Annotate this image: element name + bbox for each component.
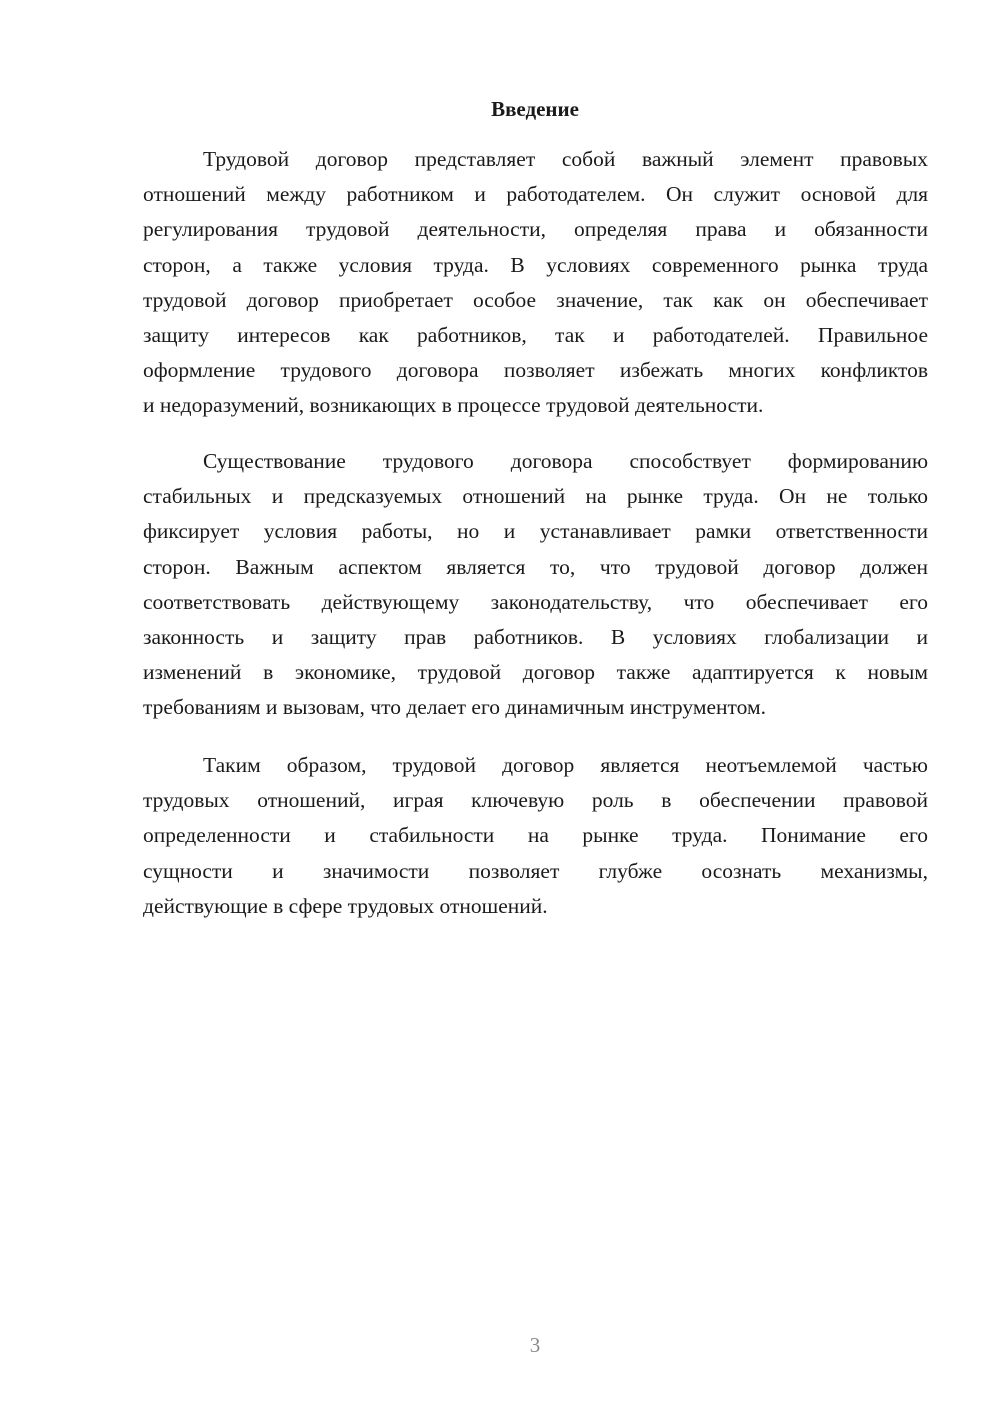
text-line: и недоразумений, возникающих в процессе трудовой деятельности. bbox=[143, 393, 764, 418]
text-line: определенности и стабильности на рынке труда. Понимание его bbox=[143, 823, 928, 848]
text-line: регулирования трудовой деятельности, определяя права и обязанности bbox=[143, 217, 928, 242]
text-line: сторон, а также условия труда. В условиях современного рынка труда bbox=[143, 252, 928, 277]
text-line: отношений между работником и работодателем. Он служит основой для bbox=[143, 182, 928, 207]
paragraph-3 bbox=[143, 748, 928, 924]
text-line: сущности и значимости позволяет глубже осознать механизмы, bbox=[143, 858, 928, 883]
text-line: стабильных и предсказуемых отношений на рынке труда. Он не только bbox=[143, 484, 928, 509]
text-line: фиксирует условия работы, но и устанавливает рамки ответственности bbox=[143, 519, 928, 544]
text-line: защиту интересов как работников, так и работодателей. Правильное bbox=[143, 322, 928, 347]
paragraph-2 bbox=[143, 444, 928, 726]
text-line: Таким образом, трудовой договор является неотъемлемой частью bbox=[203, 753, 928, 777]
text-line: оформление трудового договора позволяет избежать многих конфликтов bbox=[143, 358, 928, 383]
text-line: Трудовой договор представляет собой важный элемент правовых bbox=[203, 147, 928, 171]
text-line: Существование трудового договора способствует формированию bbox=[203, 449, 928, 473]
text-line: изменений в экономике, трудовой договор также адаптируется к новым bbox=[143, 660, 928, 685]
text-line: трудовой договор приобретает особое значение, так как он обеспечивает bbox=[143, 287, 928, 312]
text-line: действующие в сфере трудовых отношений. bbox=[143, 893, 548, 918]
text-line: законность и защиту прав работников. В условиях глобализации и bbox=[143, 624, 928, 649]
text-line: сторон. Важным аспектом является то, что трудовой договор должен bbox=[143, 554, 928, 579]
text-line: требованиям и вызовам, что делает его динамичным инструментом. bbox=[143, 695, 766, 720]
text-line: трудовых отношений, играя ключевую роль в обеспечении правовой bbox=[143, 788, 928, 813]
section-title: Введение bbox=[491, 97, 579, 121]
page-number: 3 bbox=[529, 1333, 541, 1357]
text-line: соответствовать действующему законодательству, что обеспечивает его bbox=[143, 589, 928, 614]
paragraph-1 bbox=[143, 142, 928, 424]
